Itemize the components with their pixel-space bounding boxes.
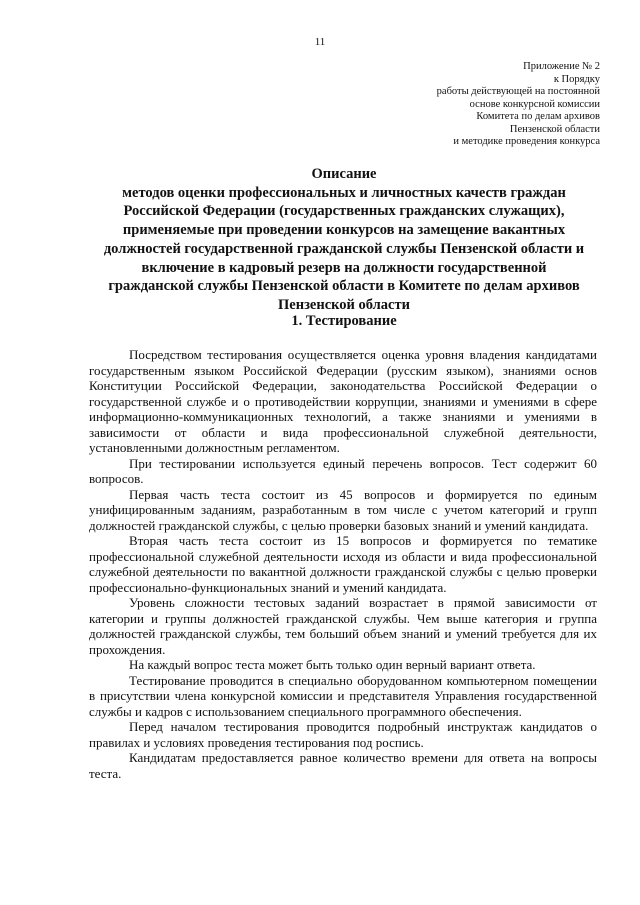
paragraph: Перед началом тестирования проводится подробный инструктаж кандидатов о правилах и условиях проведения тестирования под роспись. [89, 719, 597, 750]
section-heading: 1. Тестирование [291, 313, 397, 329]
appendix-line: основе конкурсной комиссии [469, 98, 600, 110]
page-number: 11 [314, 36, 326, 48]
document-title [88, 165, 600, 315]
appendix-line: и методике проведения конкурса [453, 136, 600, 147]
paragraph: Кандидатам предоставляется равное количество времени для ответа на вопросы теста. [89, 750, 597, 781]
paragraph: Вторая часть теста состоит из 15 вопросов и формируется по тематике профессиональной служебной деятельности исходя из области и вида профессиональной служебной деятельности по вакантной должности гражданской службы с целью проверки профессионально-функциональных знаний и умений кандидата. [89, 533, 597, 595]
title-line: Описание [311, 166, 377, 182]
appendix-line: Пензенской области [509, 123, 600, 135]
paragraph: На каждый вопрос теста может быть только один верный вариант ответа. [129, 657, 536, 672]
paragraph: Тестирование проводится в специально оборудованном компьютерном помещении в присутствии члена конкурсной комиссии и представителя Управления государственной службы и кадров с использованием специального программного обеспечения. [89, 672, 597, 719]
appendix-line: Приложение № 2 [523, 61, 600, 72]
title-line: включение в кадровый резерв на должности государственной [141, 259, 547, 276]
paragraph: Уровень сложности тестовых заданий возрастает в прямой зависимости от категории и группы должностей гражданской службы. Чем выше категория и группа должностей гражданской службы, тем больший объем знаний и умений требуется для их прохождения. [89, 595, 597, 657]
title-line: Пензенской области [278, 296, 410, 313]
paragraph: Посредством тестирования осуществляется оценка уровня владения кандидатами государственным языком Российской Федерации (русским языком), знаниями основ Конституции Российской Федерации, законодательства Российской Федерации о государственной службе и о противодействии коррупции, знаниями и умениями в сфере информационно-коммуникационных технологий, а также знаниями и умениями в зависимости от области и вида профессиональной служебной деятельности, установленными должностным регламентом. [89, 347, 597, 455]
title-line: применяемые при проведении конкурсов на замещение вакантных [122, 222, 566, 239]
document-body [89, 347, 597, 781]
appendix-line: работы действующей на постоянной [436, 86, 600, 97]
appendix-line: Комитета по делам архивов [476, 111, 600, 122]
appendix-line: к Порядку [553, 73, 600, 85]
appendix-header [320, 61, 600, 149]
paragraph: Первая часть теста состоит из 45 вопросов и формируется по единым унифицированным заданиям, разработанным в том числе с учетом категорий и групп должностей гражданской службы, с целью проверки базовых знаний и умений кандидата. [89, 486, 597, 533]
paragraph: При тестировании используется единый перечень вопросов. Тест содержит 60 вопросов. [89, 455, 597, 486]
title-line: методов оценки профессиональных и личностных качеств граждан [122, 184, 566, 201]
title-line: гражданской службы Пензенской области в Комитете по делам архивов [108, 278, 580, 295]
title-line: должностей государственной гражданской службы Пензенской области и [103, 240, 585, 257]
title-line: Российской Федерации (государственных гражданских служащих), [123, 203, 565, 220]
